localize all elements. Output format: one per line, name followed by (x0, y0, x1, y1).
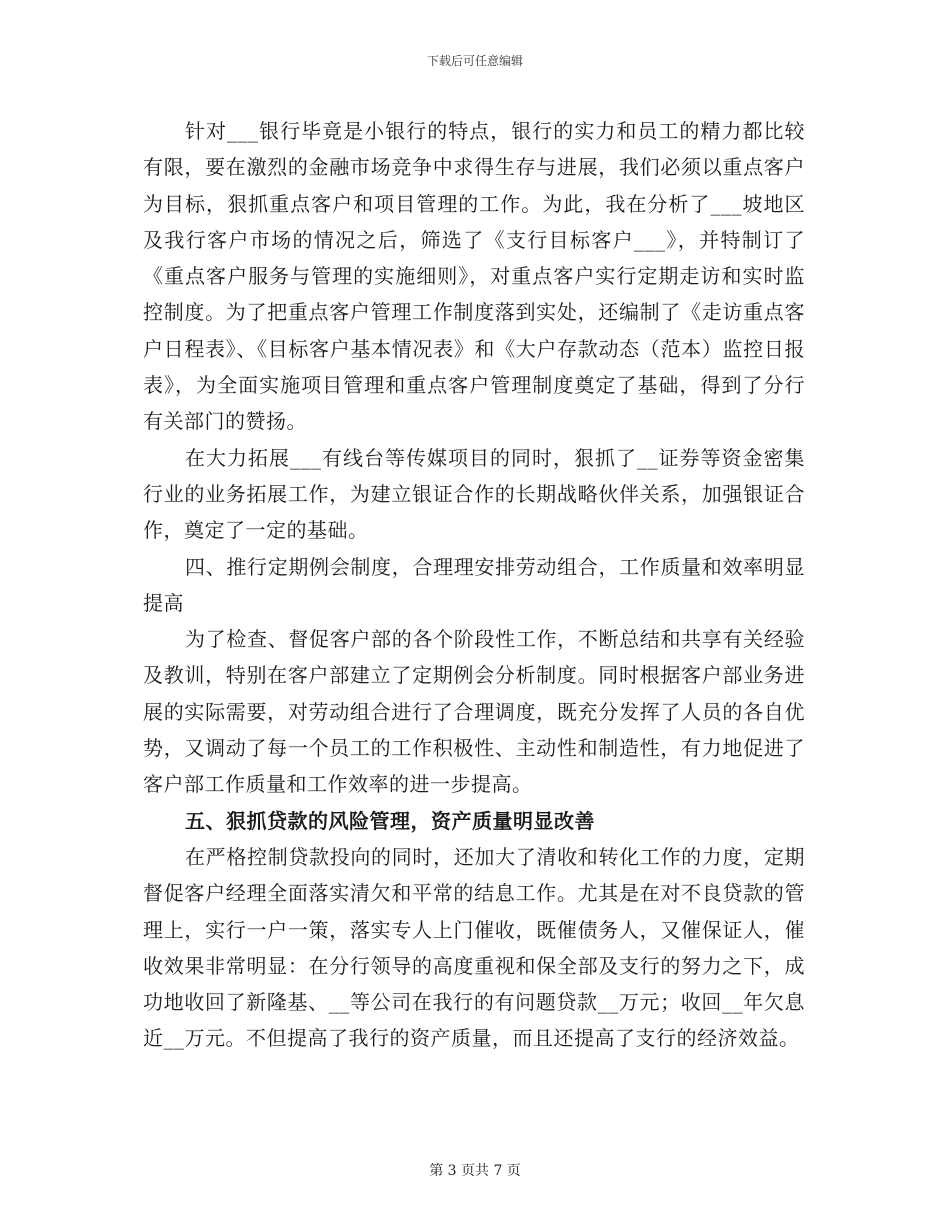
document-body (143, 113, 805, 1057)
paragraph-regular-meetings: 为了检查、督促客户部的各个阶段性工作，不断总结和共享有关经验及教训，特别在客户部建立了定期例会分析制度。同时根据客户部业务进展的实际需要，对劳动组合进行了合理调度，既充分发挥了人员的各自优势，又调动了每一个员工的工作积极性、主动性和制造性，有力地促进了客户部工作质量和工作效率的进一步提高。 (143, 627, 805, 797)
section-heading-5: 五、狠抓贷款的风险管理，资产质量明显改善 (185, 808, 595, 833)
page-header: 下载后可任意编辑 (426, 54, 523, 68)
page-number-footer: 第 3 页共 7 页 (429, 1163, 521, 1179)
paragraph-loan-risk: 在严格控制贷款投向的同时，还加大了清收和转化工作的力度，定期督促客户经理全面落实清欠和平常的结息工作。尤其是在对不良贷款的管理上，实行一户一策，落实专人上门催收，既催债务人，又催保证人，催收效果非常明显：在分行领导的高度重视和保全部及支行的努力之下，成功地收回了新隆基、__等公司在我行的有问题贷款__万元；收回__年欠息近__万元。不但提高了我行的资产质量，而且还提高了支行的经济效益。 (143, 844, 805, 1051)
section-heading-4: 四、推行定期例会制度，合理理安排劳动组合，工作质量和效率明显提高 (143, 554, 805, 615)
paragraph-key-clients: 针对___银行毕竟是小银行的特点，银行的实力和员工的精力都比较有限，要在激烈的金融市场竞争中求得生存与进展，我们必须以重点客户为目标，狠抓重点客户和项目管理的工作。为此，我在分析了___坡地区及我行客户市场的情况之后，筛选了《支行目标客户___》，并特制订了《重点客户服务与管理的实施细则》，对重点客户实行定期走访和实时监控制度。为了把重点客户管理工作制度落到实处，还编制了《走访重点客户日程表》、《目标客户基本情况表》和《大户存款动态（范本）监控日报表》，为全面实施项目管理和重点客户管理制度奠定了基础，得到了分行有关部门的赞扬。 (143, 119, 805, 434)
paragraph-media-projects: 在大力拓展___有线台等传媒项目的同时，狠抓了__证券等资金密集行业的业务拓展工作，为建立银证合作的长期战略伙伴关系，加强银证合作，奠定了一定的基础。 (143, 445, 805, 543)
